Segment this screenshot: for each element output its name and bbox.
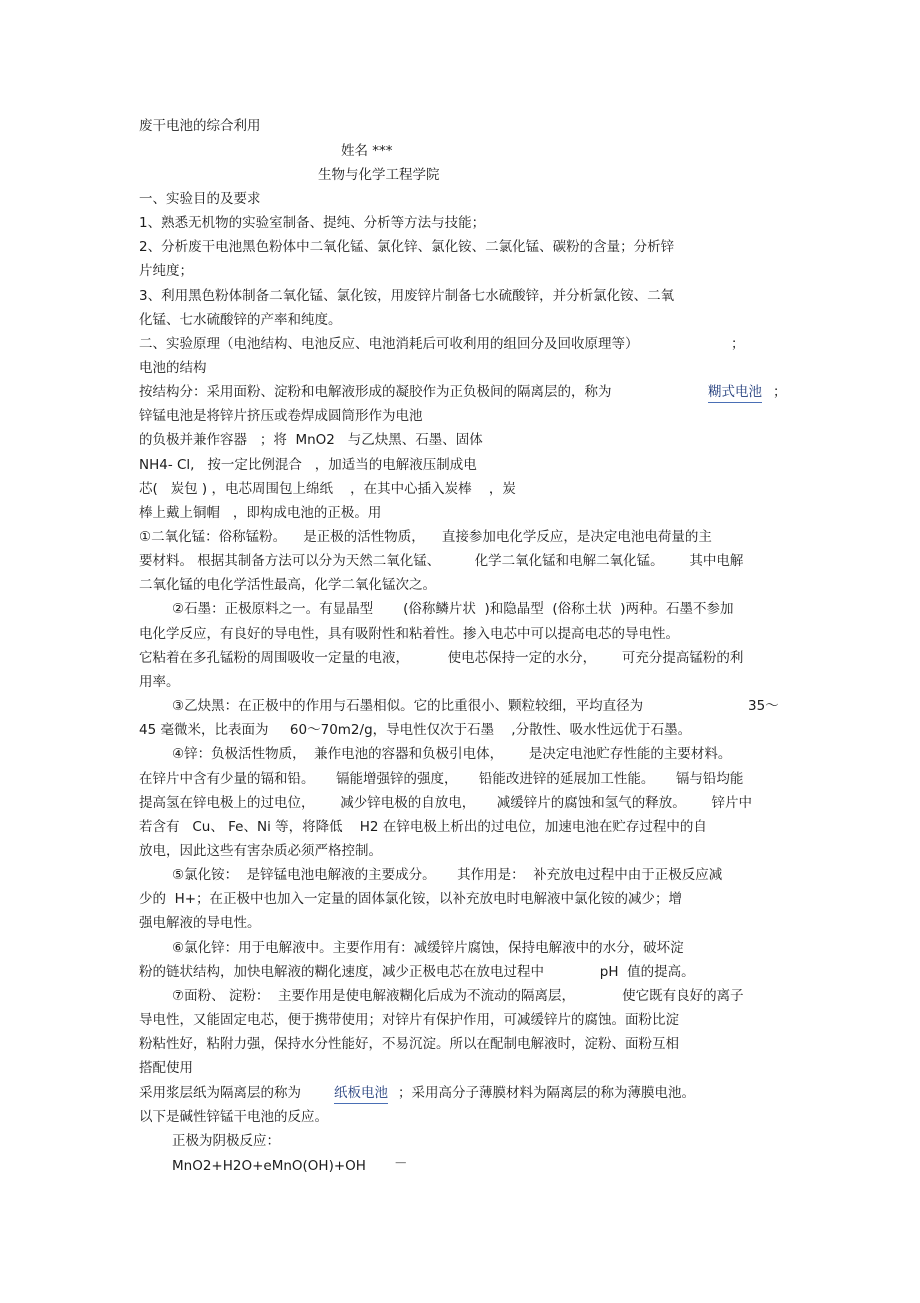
author-line: 姓名 *** bbox=[341, 143, 393, 159]
material-line: ⑥氯化锌：用于电解液中。主要作用有：减缓锌片腐蚀，保持电解液中的水分，破坏淀 bbox=[172, 940, 684, 956]
objective-line: 1、熟悉无机物的实验室制备、提纯、分析等方法与技能； bbox=[139, 215, 486, 231]
institute-line: 生物与化学工程学院 bbox=[318, 167, 440, 183]
material-line: ⑦面粉、 淀粉： 主要作用是使电解液糊化后成为不流动的隔离层， 使它既有良好的离子 bbox=[172, 988, 744, 1004]
term-paste-battery: 糊式电池 bbox=[708, 383, 762, 403]
structure-line: 锌锰电池是将锌片挤压或卷焊成圆筒形作为电池 bbox=[139, 408, 423, 424]
objective-line: 片纯度； bbox=[139, 263, 193, 279]
material-line: 提高氢在锌电极上的过电位， 减少锌电极的自放电， 减缓锌片的腐蚀和氢气的释放。 锌片中 bbox=[139, 795, 752, 811]
paper-line-post: ；采用高分子薄膜材料为隔离层的称为薄膜电池。 bbox=[398, 1085, 695, 1101]
structure-line-tail: ； bbox=[773, 384, 787, 400]
material-line: 45 毫微米，比表面为 60～70m2/g，导电性仅次于石墨 ,分散性、吸水性远优于石墨。 bbox=[139, 722, 692, 738]
section2-heading: 二、实验原理（电池结构、电池反应、电池消耗后可收利用的组回分及回收原理等） bbox=[139, 336, 639, 352]
material-line: 电化学反应，有良好的导电性，具有吸附性和粘着性。掺入电芯中可以提高电芯的导电性。 bbox=[139, 626, 679, 642]
cathode-label: 正极为阴极反应： bbox=[172, 1133, 280, 1149]
objective-line: 2、分析废干电池黑色粉体中二氧化锰、氯化锌、氯化铵、二氯化锰、碳粉的含量；分析锌 bbox=[139, 239, 675, 255]
structure-line: 按结构分：采用面粉、淀粉和电解液形成的凝胶作为正负极间的隔离层的，称为 bbox=[139, 384, 612, 400]
objective-line: 化锰、七水硫酸锌的产率和纯度。 bbox=[139, 312, 342, 328]
structure-line: NH4- Cl, 按一定比例混合 ，加适当的电解液压制成电 bbox=[139, 457, 477, 473]
paper-line-pre: 采用浆层纸为隔离层的称为 bbox=[139, 1085, 301, 1101]
cathode-charge: － bbox=[394, 1156, 408, 1172]
structure-line: 芯( 炭包 ) ，电芯周围包上绵纸 ，在其中心插入炭棒 ，炭 bbox=[139, 481, 516, 497]
section2-heading-tail: ； bbox=[731, 336, 745, 352]
material-line: 粉的链状结构，加快电解液的糊化速度，减少正极电芯在放电过程中 pH 值的提高。 bbox=[139, 964, 695, 980]
structure-line: 的负极并兼作容器 ；将 MnO2 与乙炔黑、石墨、固体 bbox=[139, 432, 483, 448]
material-line: ④锌：负极活性物质， 兼作电池的容器和负极引电体， 是决定电池贮存性能的主要材料。 bbox=[172, 746, 732, 762]
material-line: ⑤氯化铵： 是锌锰电池电解液的主要成分。 其作用是： 补充放电过程中由于正极反应减 bbox=[172, 867, 723, 883]
material-line: 要材料。 根据其制备方法可以分为天然二氧化锰、 化学二氧化锰和电解二氧化锰。 其中电解 bbox=[139, 553, 744, 569]
material-line: ②石墨：正极原料之一。有显晶型 (俗称鳞片状 )和隐晶型 (俗称土状 )两种。石墨不参加 bbox=[172, 601, 734, 617]
material-line: 粉粘性好，粘附力强，保持水分性能好，不易沉淀。所以在配制电解液时，淀粉、面粉互相 bbox=[139, 1036, 679, 1052]
alkaline-intro: 以下是碱性锌锰干电池的反应。 bbox=[139, 1109, 328, 1125]
material-line: 少的 H+；在正极中也加入一定量的固体氯化铵，以补充放电时电解液中氯化铵的减少；增 bbox=[139, 891, 683, 907]
material-line-extra: 35～ bbox=[748, 698, 779, 714]
material-line: 二氧化锰的电化学活性最高，化学二氧化锰次之。 bbox=[139, 577, 436, 593]
material-line: 在锌片中含有少量的镉和铅。 镉能增强锌的强度， 铅能改进锌的延展加工性能。 镉与铅均能 bbox=[139, 771, 744, 787]
material-line: ③乙炔黑：在正极中的作用与石墨相似。它的比重很小、颗粒较细，平均直径为 bbox=[172, 698, 644, 714]
material-line: 导电性，又能固定电芯，便于携带使用；对锌片有保护作用，可减缓锌片的腐蚀。面粉比淀 bbox=[139, 1012, 679, 1028]
objective-line: 3、利用黑色粉体制备二氧化锰、氯化铵，用废锌片制备七水硫酸锌，并分析氯化铵、二氧 bbox=[139, 288, 675, 304]
material-line: 若含有 Cu、 Fe、Ni 等，将降低 H2 在锌电极上析出的过电位，加速电池在贮存过程中的自 bbox=[139, 819, 707, 835]
material-line: 搭配使用 bbox=[139, 1060, 193, 1076]
material-line: 强电解液的导电性。 bbox=[139, 915, 261, 931]
term-paper-battery: 纸板电池 bbox=[334, 1084, 388, 1104]
section1-heading: 一、实验目的及要求 bbox=[139, 191, 261, 207]
doc-title: 废干电池的综合利用 bbox=[139, 118, 261, 134]
material-line: 用率。 bbox=[139, 674, 180, 690]
material-line: 放电，因此这些有害杂质必须严格控制。 bbox=[139, 843, 382, 859]
structure-title: 电池的结构 bbox=[139, 360, 207, 376]
material-line: ①二氧化锰：俗称锰粉。 是正极的活性物质， 直接参加电化学反应，是决定电池电荷量的主 bbox=[139, 529, 712, 545]
cathode-reaction: MnO2+H2O+eMnO(OH)+OH bbox=[172, 1158, 366, 1174]
structure-line: 棒上戴上铜帽 ，即构成电池的正极。用 bbox=[139, 505, 382, 521]
material-line: 它粘着在多孔锰粉的周围吸收一定量的电液， 使电芯保持一定的水分， 可充分提高锰粉的利 bbox=[139, 650, 744, 666]
